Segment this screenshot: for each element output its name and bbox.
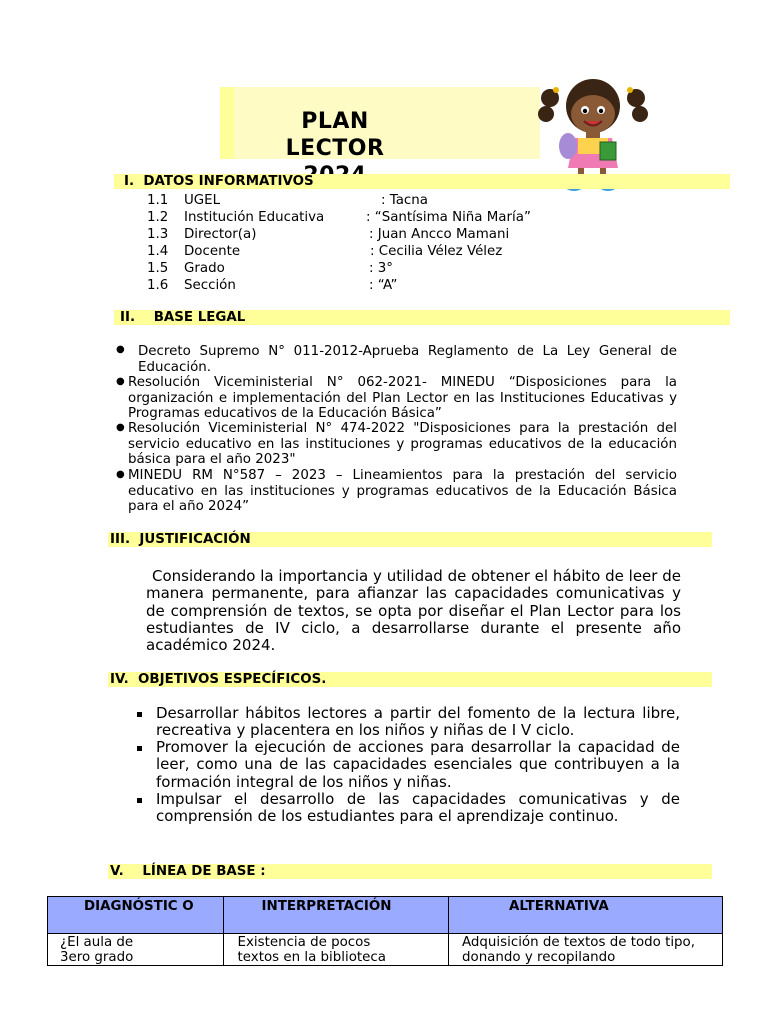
bullet-dot: ● (116, 469, 125, 480)
objective-item: Promover la ejecución de acciones para desarrollar la capacidad de leer, como una de las capacidades esenciales que contribuyen a la formación integral de los niños y niñas. (156, 738, 680, 791)
section-2-heading: II. BASE LEGAL (120, 310, 246, 325)
table-cell: Adquisición de textos de todo tipo, donando y recopilando (449, 934, 723, 966)
bullet-square (137, 712, 142, 717)
bullet-dot: ● (116, 422, 125, 433)
section-3-heading: III. JUSTIFICACIÓN (110, 532, 251, 547)
legal-item: Decreto Supremo N° 011-2012-Aprueba Reglamento de La Ley General de Educación. (138, 344, 677, 375)
table-header-interpretacion: INTERPRETACIÓN (223, 897, 448, 934)
legal-item: Resolución Viceministerial N° 474-2022 "Disposiciones para la prestación del servicio educativo en las instituciones y programas educativos de la educación básica para el año 2023" (128, 421, 677, 467)
baseline-table (47, 896, 723, 966)
table-cell: ¿El aula de 3ero grado (48, 934, 224, 966)
section-4-heading: IV. OBJETIVOS ESPECÍFICOS. (110, 672, 327, 687)
title-line-2: LECTOR (285, 136, 385, 161)
objective-item: Impulsar el desarrollo de las capacidades comunicativas y de comprensión de los estudiantes para el aprendizaje continuo. (156, 790, 680, 826)
bullet-dot: ● (116, 344, 125, 355)
legal-item: Resolución Viceministerial N° 062-2021- MINEDU “Disposiciones para la organización e implementación del Plan Lector en las Instituciones Educativas y Programas educativos de la Educación Básica” (128, 375, 677, 421)
bullet-square (137, 798, 142, 803)
section-1-heading: I. DATOS INFORMATIVOS (124, 174, 314, 189)
justification-text: Considerando la importancia y utilidad de obtener el hábito de leer de manera permanente, para afianzar las capacidades comunicativas y de comprensión de textos, se opta por diseñar el Plan Lector para los estudiantes de IV ciclo, a desarrollarse durante el presente año académico 2024. (146, 567, 681, 655)
bullet-square (137, 746, 142, 751)
title-line-1: PLAN (301, 109, 369, 134)
table-header-row (48, 897, 723, 934)
legal-item: MINEDU RM N°587 – 2023 – Lineamientos para la prestación del servicio educativo en las instituciones y programas educativos de la Educación Básica para el año 2024” (128, 468, 677, 514)
bullet-dot: ● (116, 376, 125, 387)
table-row (48, 934, 723, 966)
table-header-alternativa: ALTERNATIVA (449, 897, 723, 934)
table-header-diagnostico: DIAGNÓSTIC O (48, 897, 224, 934)
section-5-heading: V. LÍNEA DE BASE : (110, 864, 266, 879)
table-cell: Existencia de pocos textos en la biblioteca (223, 934, 448, 966)
objective-item: Desarrollar hábitos lectores a partir del fomento de la lectura libre, recreativa y placentera en los niños y niñas de I V ciclo. (156, 704, 680, 740)
